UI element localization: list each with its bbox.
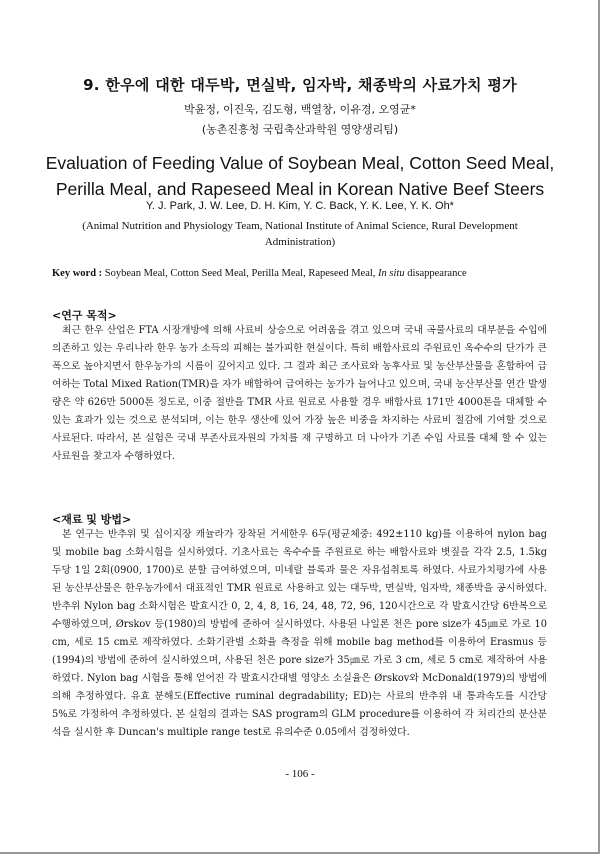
- purpose-paragraph: 최근 한우 산업은 FTA 시장개방에 의해 사료비 상승으로 어려움을 겪고 있으며 국내 곡물사료의 대부분을 수입에 의존하고 있는 우리나라 한우 농가 소득의 피해는 불가피한 현실이다. 특히 배합사료의 주원료인 옥수수의 단가가 큰 폭으로 높아지면서 한우농가의 시름이 깊어지고 있다. 그 결과 최근 조사료와 농후사료 및 농산부산물을 혼합하여 급여하는 Total Mixed Ration(TMR)을 자가 배합하여 급여하는 농가가 늘어나고 있으며, 국내 농산부산물 연간 발생량은 약 626만 5000톤 정도로, 이중 절반을 TMR 사료 원료로 사용할 경우 배합사료 171만 4000톤을 대체할 수 있는 효과가 있는 것으로 분석되며, 이는 한우 생산에 있어 가장 높은 비중을 차지하는 사료비 절감에 기여할 것으로 사료된다. 따라서, 본 실험은 국내 부존사료자원의 가치를 재 구명하고 더 나아가 기존 수입 사료를 대체 할 수 있는 사료원을 찾고자 수행하였다.: [52, 325, 547, 462]
- english-authors: Y. J. Park, J. W. Lee, D. H. Kim, Y. C. Back, Y. K. Lee, Y. K. Oh*: [146, 200, 454, 212]
- korean-affiliation: (농촌진흥청 국립축산과학원 영양생리팀): [201, 123, 399, 136]
- keywords-label: Key word :: [52, 268, 103, 279]
- purpose-heading: <연구 목적>: [52, 309, 117, 322]
- english-title: [0, 150, 600, 202]
- english-title-line-1: Evaluation of Feeding Value of Soybean Meal, Cotton Seed Meal,: [45, 153, 555, 173]
- keywords-text: Soybean Meal, Cotton Seed Meal, Perilla Meal, Rapeseed Meal,: [102, 268, 379, 279]
- methods-paragraph: 본 연구는 반추위 및 십이지장 캐뉼라가 장착된 거세한우 6두(평균체중: 492±110 kg)를 이용하여 nylon bag 및 mobile bag 소화시험을 실시하였다. 기초사료는 옥수수를 주원료로 하는 배합사료와 볏짚을 각각 2.5, 1.5kg 두당 1일 2회(0900, 1700)로 분할 급여하였으며, 미네랄 블록과 물은 자유섭취토록 하였다. 사료가치평가에 사용된 농산부산물은 한우농가에서 대표적인 TMR 원료로 사용하고 있는 대두박, 면실박, 임자박, 채종박을 공시하였다. 반추위 Nylon bag 소화시험은 발효시간 0, 2, 4, 8, 16, 24, 48, 72, 96, 120시간으로 각 발효시간당 6반복으로 수행하였으며, Ørskov 등(1980)의 방법에 준하여 실시하였다. 사용된 나일론 천은 pore size가 45㎛로 가로 10 cm, 세로 15 cm로 제작하였다. 소화기관별 소화율 측정을 위해 mobile bag method를 이용하여 Erasmus 등(1994)의 방법에 준하여 실시하였으며, 사용된 천은 pore size가 35㎛로 가로 3 cm, 세로 5 cm로 제작하여 사용하였다. Nylon bag 시험을 통해 얻어진 각 발효시간대별 영양소 소실율은 Ørskov와 McDonald(1979)의 방법에 의해 추정하였다. 유효 분해도(Effective ruminal degradability; ED)는 사료의 반추위 내 통과속도를 시간당 5%로 가정하여 추정하였다. 본 실험의 결과는 SAS program의 GLM procedure를 이용하여 각 처리간의 분산분석을 실시한 후 Duncan's multiple range test로 유의수준 0.05에서 검정하였다.: [52, 529, 547, 738]
- keywords-tail: disappearance: [404, 268, 467, 279]
- english-title-line-2: Perilla Meal, and Rapeseed Meal in Korean Native Beef Steers: [55, 179, 545, 199]
- methods-heading: <재료 및 방법>: [52, 513, 132, 526]
- keywords-line: [52, 268, 562, 279]
- english-affiliation: (Animal Nutrition and Physiology Team, National Institute of Animal Science, Rural Development Administration): [82, 220, 518, 248]
- korean-authors: 박윤정, 이진욱, 김도형, 백열창, 이유경, 오영균*: [184, 103, 416, 116]
- page-number: - 106 -: [285, 768, 315, 780]
- keywords-italic: In situ: [378, 268, 405, 279]
- korean-title: 9. 한우에 대한 대두박, 면실박, 임자박, 채종박의 사료가치 평가: [83, 76, 517, 94]
